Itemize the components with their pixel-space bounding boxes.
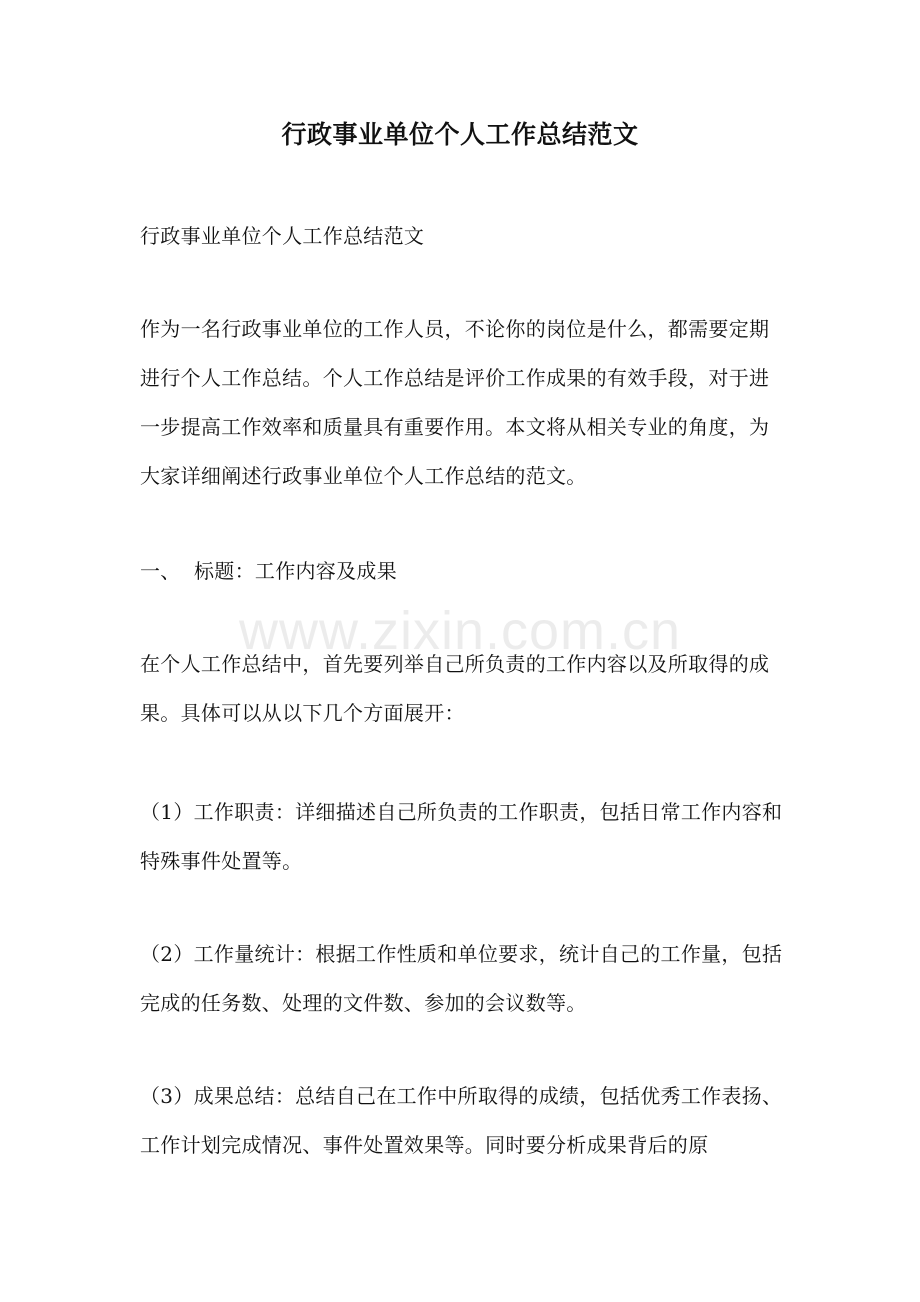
intro-paragraph: 作为一名行政事业单位的工作人员，不论你的岗位是什么，都需要定期进行个人工作总结。个人工作总结是评价工作成果的有效手段，对于进一步提高工作效率和质量具有重要作用。本文将从相关专业的角度，为大家详细阐述行政事业单位个人工作总结的范文。 bbox=[140, 317, 770, 488]
section-intro-paragraph: 在个人工作总结中，首先要列举自己所负责的工作内容以及所取得的成果。具体可以从以下几个方面展开： bbox=[140, 652, 770, 725]
watermark: www.zixin.com.cn bbox=[238, 601, 682, 661]
section-heading-text: 标题：工作内容及成果 bbox=[194, 559, 397, 583]
section-number: 一、 bbox=[140, 559, 181, 583]
list-item-results-summary: （3）成果总结：总结自己在工作中所取得的成绩，包括优秀工作表扬、工作计划完成情况、事件处置效果等。同时要分析成果背后的原 bbox=[140, 1084, 783, 1157]
section-heading bbox=[140, 547, 784, 596]
list-item-work-duties: （1）工作职责：详细描述自己所负责的工作职责，包括日常工作内容和特殊事件处置等。 bbox=[140, 800, 783, 873]
document-title: 行政事业单位个人工作总结范文 bbox=[281, 120, 639, 149]
document-subtitle: 行政事业单位个人工作总结范文 bbox=[140, 224, 425, 248]
list-item-workload-statistics: （2）工作量统计：根据工作性质和单位要求，统计自己的工作量，包括完成的任务数、处理的文件数、参加的会议数等。 bbox=[140, 942, 783, 1015]
